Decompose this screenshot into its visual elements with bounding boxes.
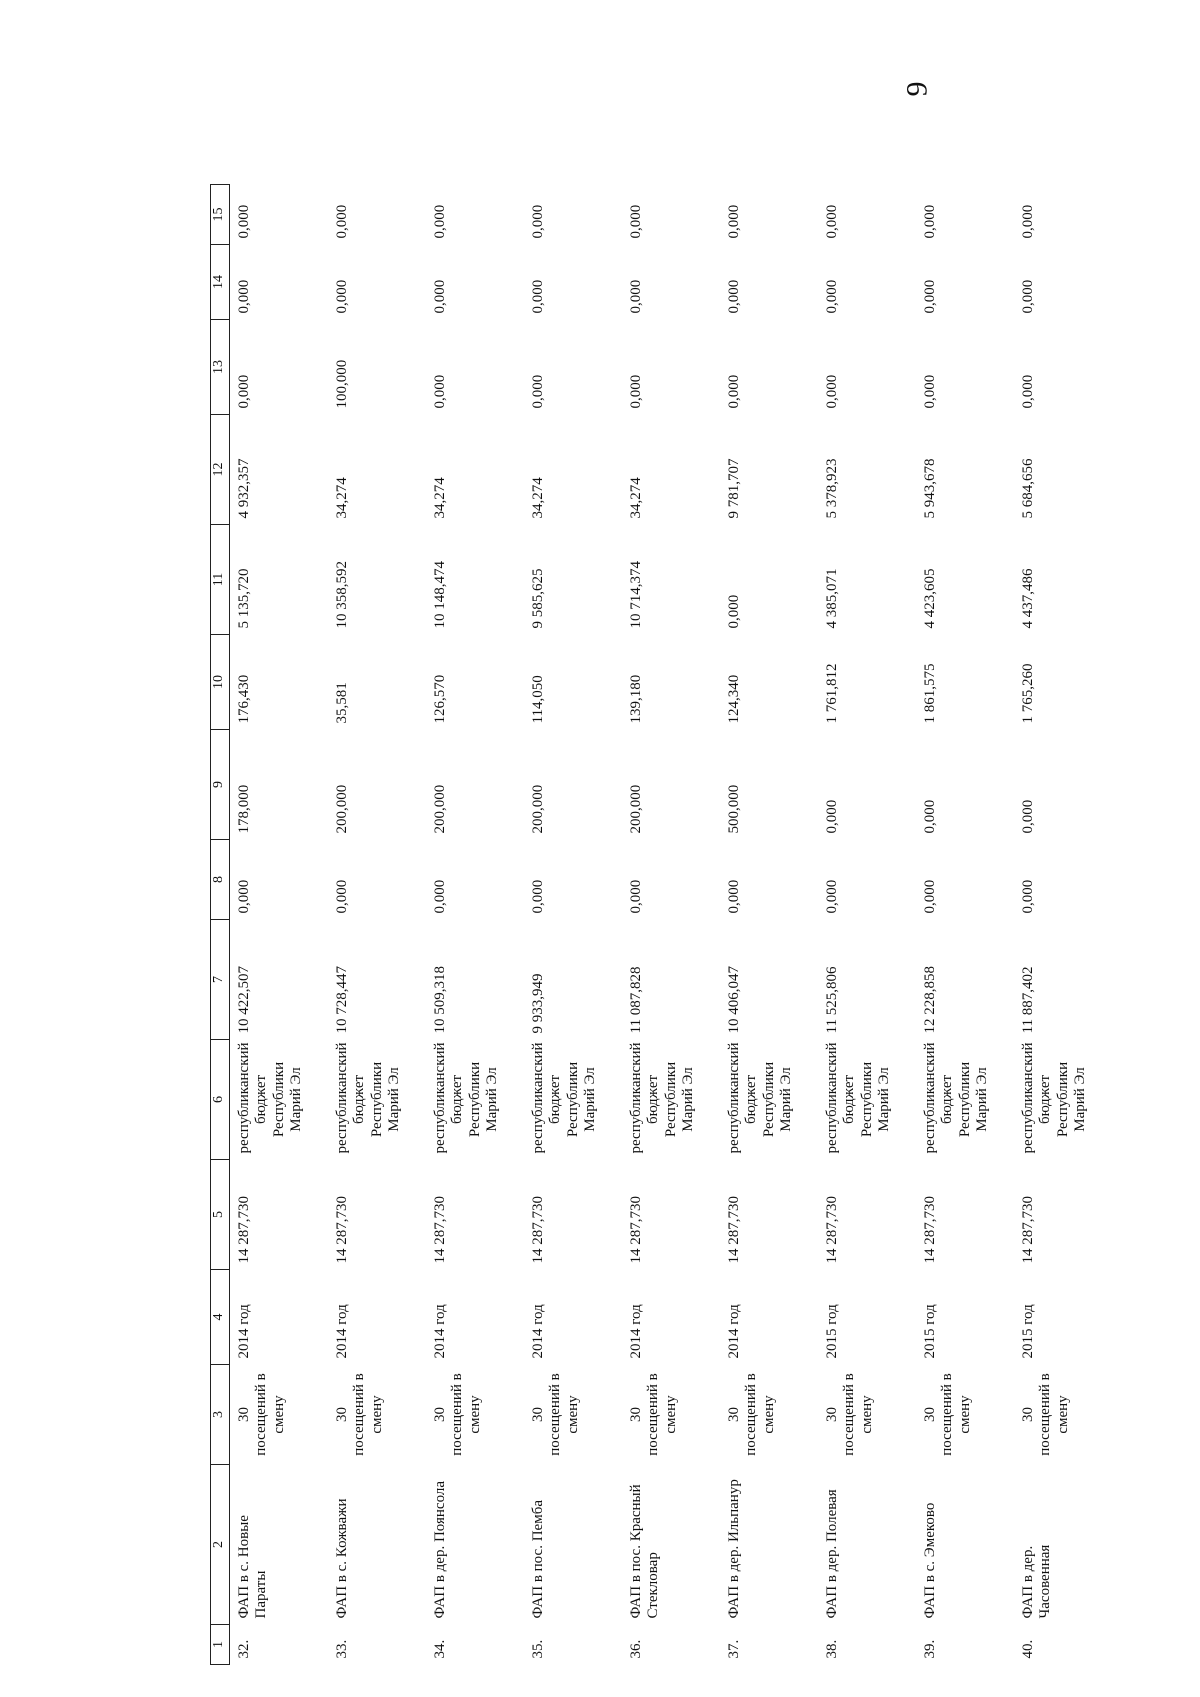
cell-cost: 14 287,730 [334, 1196, 350, 1264]
header-cell: 2 [211, 1465, 230, 1625]
cell-year: 2014 год [334, 1304, 350, 1359]
cell-funding-source: республиканский бюджет Республики Марий Эл [1020, 1042, 1088, 1154]
cell-value-12: 34,274 [530, 477, 546, 519]
table-row [328, 185, 426, 1665]
cell-value-9: 200,000 [334, 784, 350, 834]
cell-value-7: 11 087,828 [628, 966, 644, 1034]
cell-value-10: 1 761,812 [824, 663, 840, 724]
cell-funding-source: республиканский бюджет Республики Марий Эл [922, 1042, 990, 1154]
cell-value-10: 1 765,260 [1020, 663, 1036, 724]
header-cell: 13 [211, 320, 230, 415]
cell-cost: 14 287,730 [432, 1196, 448, 1264]
cell-value-12: 5 684,656 [1020, 458, 1036, 519]
cell-cost: 14 287,730 [236, 1196, 252, 1264]
cell-row-index: 37. [726, 1639, 742, 1659]
cell-value-11: 4 423,605 [922, 568, 938, 629]
header-cell: 10 [211, 635, 230, 730]
cell-facility-name: ФАП в пос. Красный Стекловар [628, 1484, 662, 1619]
table-row [622, 185, 720, 1665]
cell-value-10: 139,180 [628, 674, 644, 724]
cell-value-10: 1 861,575 [922, 663, 938, 724]
cell-value-9: 200,000 [628, 784, 644, 834]
cell-value-8: 0,000 [530, 879, 546, 914]
cell-facility-name: ФАП в с. Эмеково [922, 1502, 938, 1619]
cell-value-9: 178,000 [236, 784, 252, 834]
cell-funding-source: республиканский бюджет Республики Марий Эл [530, 1042, 598, 1154]
header-cell: 12 [211, 415, 230, 525]
cell-value-7: 10 728,447 [334, 966, 350, 1034]
cell-facility-name: ФАП в дер. Полевая [824, 1489, 840, 1619]
cell-value-13: 0,000 [824, 374, 840, 409]
cell-value-8: 0,000 [1020, 879, 1036, 914]
cell-value-7: 11 525,806 [824, 966, 840, 1034]
cell-cost: 14 287,730 [922, 1196, 938, 1264]
cell-facility-name: ФАП в дер. Часовенная [1020, 1544, 1054, 1619]
cell-value-14: 0,000 [726, 279, 742, 314]
cell-facility-name: ФАП в с. Новые Параты [236, 1515, 270, 1619]
cell-value-9: 0,000 [824, 799, 840, 834]
header-cell: 6 [211, 1040, 230, 1160]
cell-row-index: 33. [334, 1639, 350, 1659]
cell-row-index: 32. [236, 1639, 252, 1659]
cell-value-7: 10 422,507 [236, 966, 252, 1034]
cell-year: 2015 год [922, 1304, 938, 1359]
cell-value-14: 0,000 [432, 279, 448, 314]
cell-row-index: 36. [628, 1639, 644, 1659]
table-row [426, 185, 524, 1665]
cell-value-15: 0,000 [530, 204, 546, 239]
cell-funding-source: республиканский бюджет Республики Марий Эл [628, 1042, 696, 1154]
table-row [720, 185, 818, 1665]
cell-value-15: 0,000 [432, 204, 448, 239]
cell-value-13: 0,000 [628, 374, 644, 409]
page-number: 9 [900, 81, 934, 97]
cell-value-10: 114,050 [530, 675, 546, 724]
cell-value-14: 0,000 [922, 279, 938, 314]
header-cell: 3 [211, 1365, 230, 1465]
cell-value-11: 5 135,720 [236, 568, 252, 629]
cell-cost: 14 287,730 [824, 1196, 840, 1264]
cell-facility-name: ФАП в дер. Ильпанур [726, 1479, 742, 1619]
cell-facility-name: ФАП в пос. Пемба [530, 1500, 546, 1619]
cell-value-13: 0,000 [1020, 374, 1036, 409]
cell-funding-source: республиканский бюджет Республики Марий Эл [824, 1042, 892, 1154]
header-cell: 1 [211, 1625, 230, 1665]
cell-value-13: 0,000 [530, 374, 546, 409]
cell-value-12: 34,274 [628, 477, 644, 519]
table-row [230, 185, 329, 1665]
cell-value-7: 12 228,858 [922, 966, 938, 1034]
cell-value-15: 0,000 [726, 204, 742, 239]
cell-cost: 14 287,730 [726, 1196, 742, 1264]
rotated-table-container [210, 185, 1170, 1665]
cell-row-index: 38. [824, 1639, 840, 1659]
cell-value-14: 0,000 [824, 279, 840, 314]
cell-value-14: 0,000 [236, 279, 252, 314]
header-cell: 8 [211, 840, 230, 920]
cell-value-14: 0,000 [530, 279, 546, 314]
cell-capacity: 30 посещений в смену [1020, 1373, 1071, 1456]
cell-year: 2014 год [432, 1304, 448, 1359]
cell-value-12: 5 943,678 [922, 458, 938, 519]
table-row [818, 185, 916, 1665]
cell-capacity: 30 посещений в смену [628, 1373, 679, 1456]
cell-value-9: 0,000 [922, 799, 938, 834]
cell-value-11: 9 585,625 [530, 568, 546, 629]
cell-value-15: 0,000 [1020, 204, 1036, 239]
cell-value-13: 0,000 [432, 374, 448, 409]
cell-row-index: 40. [1020, 1639, 1036, 1659]
cell-value-10: 176,430 [236, 674, 252, 724]
cell-value-12: 4 932,357 [236, 458, 252, 519]
table-row [1014, 185, 1112, 1665]
cell-year: 2015 год [824, 1304, 840, 1359]
cell-value-14: 0,000 [628, 279, 644, 314]
cell-value-7: 9 933,949 [530, 973, 546, 1034]
cell-value-15: 0,000 [922, 204, 938, 239]
cell-funding-source: республиканский бюджет Республики Марий Эл [236, 1042, 304, 1154]
cell-value-14: 0,000 [1020, 279, 1036, 314]
cell-value-15: 0,000 [628, 204, 644, 239]
header-cell: 15 [211, 185, 230, 245]
cell-value-15: 0,000 [824, 204, 840, 239]
cell-value-10: 124,340 [726, 674, 742, 724]
cell-value-7: 10 406,047 [726, 966, 742, 1034]
cell-facility-name: ФАП в дер. Поянсола [432, 1480, 448, 1619]
cell-value-11: 10 714,374 [628, 561, 644, 629]
cell-cost: 14 287,730 [1020, 1196, 1036, 1264]
header-cell: 5 [211, 1160, 230, 1270]
cell-value-11: 10 358,592 [334, 561, 350, 629]
cell-value-13: 100,000 [334, 359, 350, 409]
cell-value-10: 35,581 [334, 682, 350, 724]
cell-value-8: 0,000 [628, 879, 644, 914]
cell-value-12: 9 781,707 [726, 458, 742, 519]
header-cell: 14 [211, 245, 230, 320]
cell-value-11: 4 385,071 [824, 568, 840, 629]
cell-year: 2014 год [530, 1304, 546, 1359]
cell-value-7: 10 509,318 [432, 966, 448, 1034]
cell-capacity: 30 посещений в смену [334, 1373, 385, 1456]
cell-year: 2014 год [628, 1304, 644, 1359]
cell-value-13: 0,000 [726, 374, 742, 409]
cell-value-9: 500,000 [726, 784, 742, 834]
cell-value-8: 0,000 [432, 879, 448, 914]
cell-cost: 14 287,730 [628, 1196, 644, 1264]
cell-value-11: 0,000 [726, 594, 742, 629]
table-row [524, 185, 622, 1665]
cell-value-15: 0,000 [236, 204, 252, 239]
cell-year: 2015 год [1020, 1304, 1036, 1359]
cell-funding-source: республиканский бюджет Республики Марий Эл [432, 1042, 500, 1154]
cell-value-11: 10 148,474 [432, 561, 448, 629]
cell-cost: 14 287,730 [530, 1196, 546, 1264]
cell-value-13: 0,000 [236, 374, 252, 409]
cell-value-11: 4 437,486 [1020, 568, 1036, 629]
cell-facility-name: ФАП в с. Кожважи [334, 1498, 350, 1619]
cell-value-12: 34,274 [432, 477, 448, 519]
table-row [916, 185, 1014, 1665]
cell-value-7: 11 887,402 [1020, 966, 1036, 1034]
cell-value-8: 0,000 [236, 879, 252, 914]
cell-capacity: 30 посещений в смену [530, 1373, 581, 1456]
cell-row-index: 34. [432, 1639, 448, 1659]
cell-value-8: 0,000 [824, 879, 840, 914]
cell-value-8: 0,000 [334, 879, 350, 914]
cell-year: 2014 год [726, 1304, 742, 1359]
cell-value-9: 200,000 [432, 784, 448, 834]
cell-capacity: 30 посещений в смену [236, 1373, 287, 1456]
cell-value-14: 0,000 [334, 279, 350, 314]
cell-row-index: 39. [922, 1639, 938, 1659]
header-cell: 11 [211, 525, 230, 635]
cell-funding-source: республиканский бюджет Республики Марий Эл [334, 1042, 402, 1154]
cell-value-9: 0,000 [1020, 799, 1036, 834]
cell-value-15: 0,000 [334, 204, 350, 239]
cell-capacity: 30 посещений в смену [726, 1373, 777, 1456]
cell-capacity: 30 посещений в смену [432, 1373, 483, 1456]
cell-value-8: 0,000 [726, 879, 742, 914]
header-cell: 4 [211, 1270, 230, 1365]
header-cell: 7 [211, 920, 230, 1040]
header-row [211, 185, 230, 1665]
cell-value-12: 34,274 [334, 477, 350, 519]
data-table [210, 184, 1112, 1665]
cell-funding-source: республиканский бюджет Республики Марий Эл [726, 1042, 794, 1154]
cell-value-13: 0,000 [922, 374, 938, 409]
cell-row-index: 35. [530, 1639, 546, 1659]
cell-capacity: 30 посещений в смену [824, 1373, 875, 1456]
cell-year: 2014 год [236, 1304, 252, 1359]
cell-value-9: 200,000 [530, 784, 546, 834]
cell-value-8: 0,000 [922, 879, 938, 914]
cell-capacity: 30 посещений в смену [922, 1373, 973, 1456]
cell-value-12: 5 378,923 [824, 458, 840, 519]
header-cell: 9 [211, 730, 230, 840]
cell-value-10: 126,570 [432, 674, 448, 724]
